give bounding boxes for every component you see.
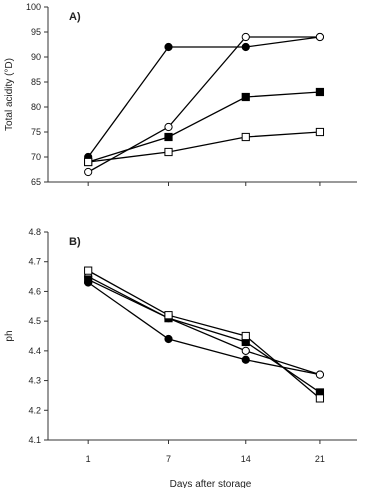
x-axis-label: Days after storage [169, 479, 252, 488]
data-point-open-circle [242, 347, 249, 354]
data-point-open-square [85, 267, 92, 274]
data-point-open-circle [316, 33, 323, 40]
data-point-open-square [165, 312, 172, 319]
data-point-open-circle [316, 371, 323, 378]
data-point-open-square [316, 395, 323, 402]
data-point-filled-square [242, 93, 249, 100]
x-tick-label: 1 [85, 454, 91, 464]
x-tick-label: 21 [314, 454, 325, 464]
y-tick-label: 70 [30, 152, 41, 162]
panel-b-ph [4, 227, 357, 488]
data-point-open-square [85, 158, 92, 165]
series-line-filled-circle [88, 37, 320, 157]
panel-label: A) [69, 11, 81, 23]
data-point-filled-circle [165, 43, 172, 50]
x-tick-label: 14 [240, 454, 251, 464]
x-tick-label: 7 [166, 454, 172, 464]
panel-label: B) [69, 236, 81, 248]
y-tick-label: 75 [30, 127, 41, 137]
y-tick-label: 100 [25, 2, 41, 12]
data-point-open-square [316, 128, 323, 135]
y-tick-label: 4.2 [28, 405, 41, 416]
y-tick-label: 4.8 [28, 227, 41, 237]
y-tick-label: 4.7 [28, 256, 41, 267]
data-point-filled-square [316, 88, 323, 95]
series-line-filled-square [88, 280, 320, 393]
y-axis-label: ph [4, 330, 15, 342]
series-line-filled-square [88, 92, 320, 162]
data-point-open-circle [85, 168, 92, 175]
y-tick-label: 4.6 [28, 286, 41, 297]
series-line-open-square [88, 132, 320, 162]
data-point-filled-circle [242, 43, 249, 50]
y-tick-label: 80 [30, 102, 41, 112]
y-tick-label: 95 [30, 27, 41, 37]
y-tick-label: 4.1 [28, 435, 41, 445]
data-point-filled-circle [165, 335, 172, 342]
series-line-open-circle [88, 277, 320, 375]
series-line-open-square [88, 271, 320, 399]
data-point-open-circle [165, 123, 172, 130]
y-tick-label: 4.4 [28, 345, 41, 356]
panel-a-total-acidity [4, 2, 357, 187]
data-point-open-circle [242, 33, 249, 40]
data-point-open-square [165, 148, 172, 155]
data-point-open-square [242, 133, 249, 140]
data-point-filled-square [85, 276, 92, 283]
y-tick-label: 65 [30, 177, 41, 187]
y-tick-label: 85 [30, 77, 41, 87]
y-axis-label: Total acidity (°D) [4, 58, 15, 131]
data-point-filled-square [165, 133, 172, 140]
data-point-filled-circle [242, 356, 249, 363]
y-tick-label: 4.3 [28, 375, 41, 386]
y-tick-label: 90 [30, 52, 41, 62]
data-point-open-square [242, 332, 249, 339]
y-tick-label: 4.5 [28, 316, 41, 327]
